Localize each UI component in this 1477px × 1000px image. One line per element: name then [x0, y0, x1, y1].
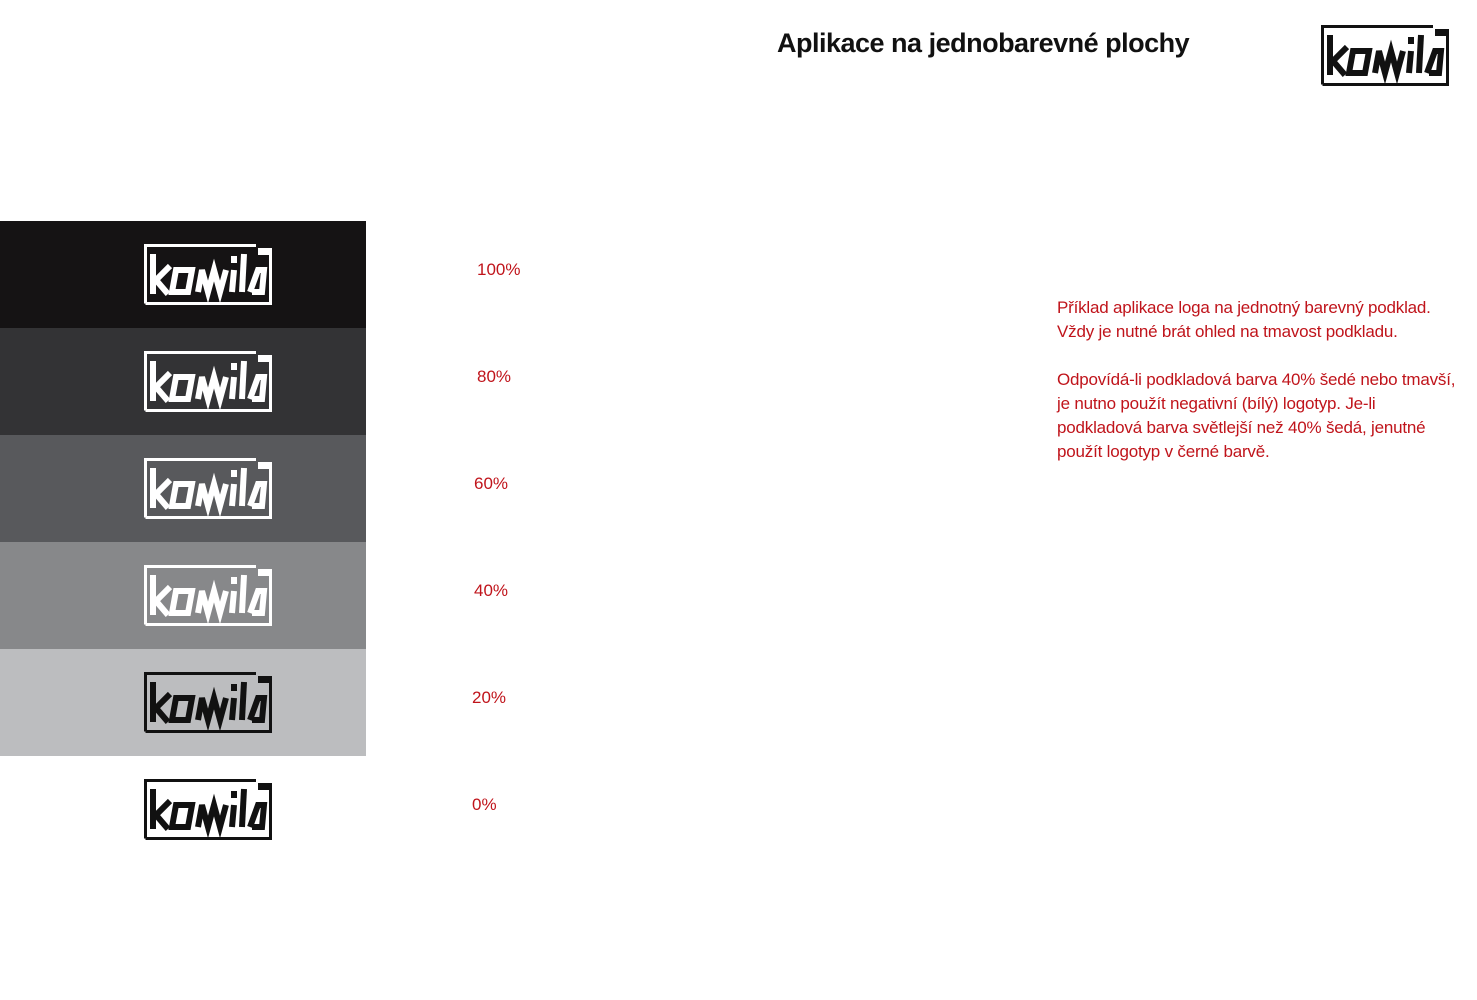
page-title: Aplikace na jednobarevné plochy [777, 28, 1190, 58]
swatch-list [0, 221, 366, 863]
swatch-label: 100% [477, 260, 521, 279]
swatch-40 [0, 542, 366, 649]
komiks-logo [144, 351, 272, 412]
swatch-label: 20% [472, 688, 507, 707]
swatch-label: 60% [474, 474, 509, 493]
swatch-label: 0% [472, 795, 497, 814]
swatch-label: 80% [477, 367, 512, 386]
komiks-logo [144, 458, 272, 519]
note-paragraph: Příklad aplikace loga na jednotný barevný podklad. Vždy je nutné brát ohled na tmavost podkladu. [1057, 298, 1431, 341]
swatch-60 [0, 435, 366, 542]
swatch-80 [0, 328, 366, 435]
swatch-label: 40% [474, 581, 509, 600]
komiks-logo [144, 244, 272, 305]
swatch-0 [0, 756, 366, 863]
usage-note [1057, 296, 1457, 464]
swatch-100 [0, 221, 366, 328]
komiks-logo [1320, 25, 1450, 86]
komiks-logo [144, 672, 272, 733]
swatch-20 [0, 649, 366, 756]
komiks-logo [144, 565, 272, 626]
note-paragraph: Odpovídá-li podkladová barva 40% šedé nebo tmavší, je nutno použít negativní (bílý) logotyp. Je-li podkladová barva světlejší než 40% šedá, jenutné použít logotyp v černé barvě. [1057, 370, 1456, 461]
komiks-logo [144, 779, 272, 840]
